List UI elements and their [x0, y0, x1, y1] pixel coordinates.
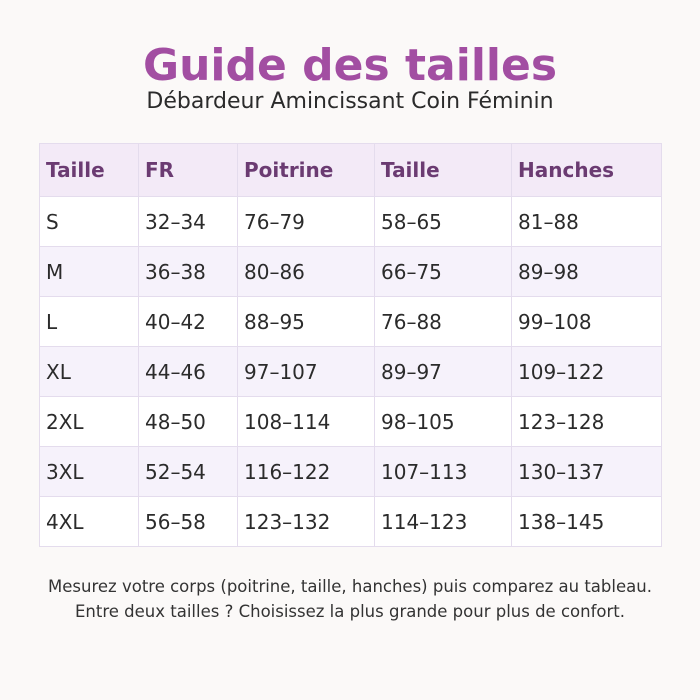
cell-size: 4XL [40, 497, 139, 547]
table-header-row [40, 144, 662, 197]
between-sizes-advice: Entre deux tailles ? Choisissez la plus grande pour plus de confort. [75, 602, 625, 621]
cell-chest: 108–114 [238, 397, 375, 447]
table-row [40, 447, 662, 497]
cell-waist: 66–75 [375, 247, 512, 297]
cell-fr: 52–54 [139, 447, 238, 497]
cell-size: XL [40, 347, 139, 397]
cell-size: M [40, 247, 139, 297]
column-header-chest: Poitrine [238, 144, 375, 197]
cell-waist: 107–113 [375, 447, 512, 497]
column-header-hips: Hanches [512, 144, 662, 197]
cell-size: 2XL [40, 397, 139, 447]
cell-waist: 114–123 [375, 497, 512, 547]
cell-chest: 76–79 [238, 197, 375, 247]
cell-fr: 36–38 [139, 247, 238, 297]
cell-hips: 123–128 [512, 397, 662, 447]
table-row [40, 197, 662, 247]
cell-chest: 123–132 [238, 497, 375, 547]
cell-hips: 130–137 [512, 447, 662, 497]
column-header-fr: FR [139, 144, 238, 197]
cell-size: S [40, 197, 139, 247]
cell-fr: 32–34 [139, 197, 238, 247]
table-row [40, 347, 662, 397]
cell-waist: 98–105 [375, 397, 512, 447]
column-header-size: Taille [40, 144, 139, 197]
cell-chest: 80–86 [238, 247, 375, 297]
cell-chest: 97–107 [238, 347, 375, 397]
cell-fr: 40–42 [139, 297, 238, 347]
table-row [40, 247, 662, 297]
size-chart-table [39, 143, 662, 547]
cell-waist: 76–88 [375, 297, 512, 347]
cell-hips: 109–122 [512, 347, 662, 397]
cell-chest: 116–122 [238, 447, 375, 497]
cell-fr: 44–46 [139, 347, 238, 397]
table-row [40, 397, 662, 447]
page-title: Guide des tailles [142, 40, 558, 91]
cell-size: L [40, 297, 139, 347]
column-header-waist: Taille [375, 144, 512, 197]
cell-waist: 58–65 [375, 197, 512, 247]
cell-fr: 48–50 [139, 397, 238, 447]
table-row [40, 297, 662, 347]
cell-chest: 88–95 [238, 297, 375, 347]
cell-waist: 89–97 [375, 347, 512, 397]
cell-hips: 81–88 [512, 197, 662, 247]
cell-hips: 89–98 [512, 247, 662, 297]
measuring-instructions: Mesurez votre corps (poitrine, taille, hanches) puis comparez au tableau. [48, 577, 652, 596]
table-row [40, 497, 662, 547]
page-subtitle: Débardeur Amincissant Coin Féminin [146, 89, 554, 114]
cell-hips: 138–145 [512, 497, 662, 547]
cell-fr: 56–58 [139, 497, 238, 547]
cell-hips: 99–108 [512, 297, 662, 347]
cell-size: 3XL [40, 447, 139, 497]
